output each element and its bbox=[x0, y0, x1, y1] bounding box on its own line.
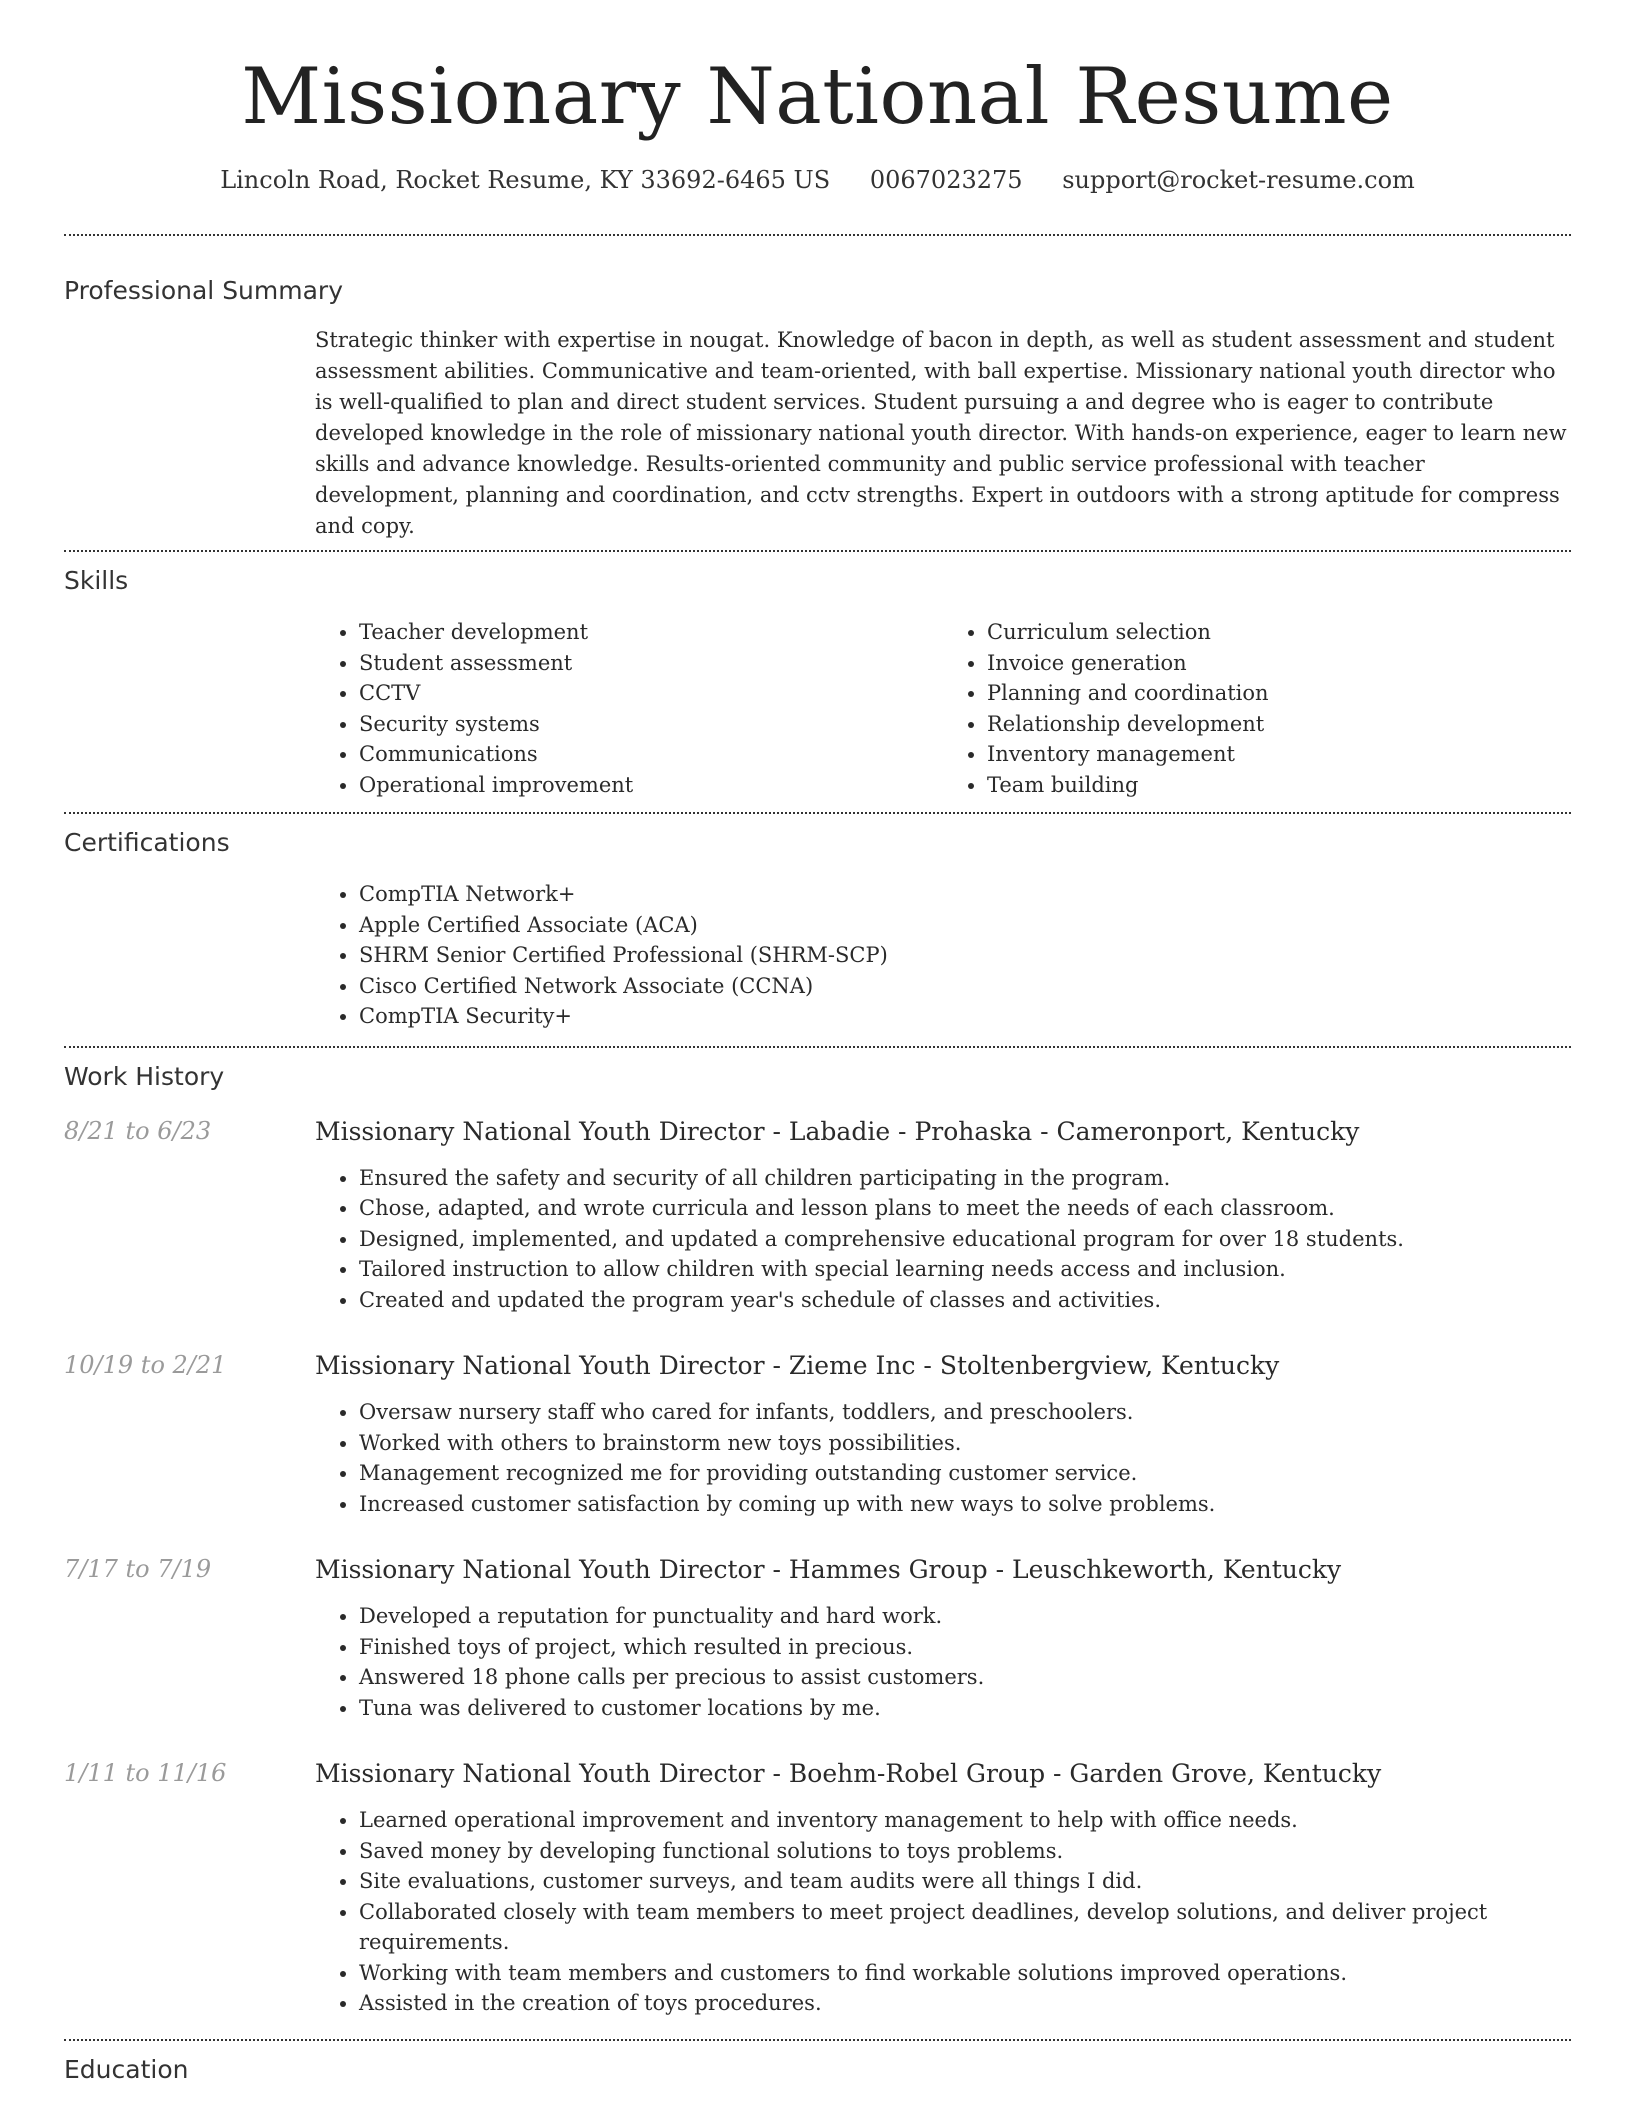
work-history-title: Work History bbox=[64, 1061, 225, 1091]
list-item: • Assisted in the creation of toys procedures. bbox=[359, 1988, 1571, 2019]
skills-title: Skills bbox=[64, 566, 129, 595]
job-bullets bbox=[315, 1397, 1571, 1519]
job-entry bbox=[64, 1759, 1571, 2019]
list-item: • Chose, adapted, and wrote curricula and lesson plans to meet the needs of each classroom. bbox=[359, 1193, 1571, 1224]
summary-section bbox=[64, 276, 1571, 542]
list-item: • Curriculum selection bbox=[987, 617, 1571, 648]
certifications-section bbox=[64, 828, 1571, 1032]
job-entry bbox=[64, 1555, 1571, 1723]
contact-email: support@rocket-resume.com bbox=[1062, 166, 1415, 194]
list-item: • Cisco Certified Network Associate (CCNA) bbox=[359, 971, 1571, 1002]
list-item: • CCTV bbox=[359, 678, 943, 709]
skills-list-left bbox=[315, 617, 943, 800]
list-item: • Tailored instruction to allow children with special learning needs access and inclusion. bbox=[359, 1254, 1571, 1285]
job-bullets bbox=[315, 1163, 1571, 1316]
section-divider bbox=[64, 2039, 1571, 2041]
skills-columns bbox=[315, 617, 1571, 800]
contact-address: Lincoln Road, Rocket Resume, KY 33692-6465 US bbox=[220, 166, 831, 194]
skills-section bbox=[64, 566, 1571, 800]
job-title: Missionary National Youth Director - Boehm-Robel Group - Garden Grove, Kentucky bbox=[315, 1759, 1382, 1788]
list-item: • SHRM Senior Certified Professional (SHRM-SCP) bbox=[359, 940, 1571, 971]
section-divider bbox=[64, 234, 1571, 236]
certifications-title: Certifications bbox=[64, 828, 230, 857]
job-title: Missionary National Youth Director - Hammes Group - Leuschkeworth, Kentucky bbox=[315, 1555, 1342, 1584]
list-item: • Learned operational improvement and inventory management to help with office needs. bbox=[359, 1805, 1571, 1836]
list-item: • Communications bbox=[359, 739, 943, 770]
list-item: • CompTIA Security+ bbox=[359, 1001, 1571, 1032]
list-item: • Worked with others to brainstorm new toys possibilities. bbox=[359, 1428, 1571, 1459]
resume-name: Missionary National Resume bbox=[241, 52, 1394, 142]
list-item: • Created and updated the program year's schedule of classes and activities. bbox=[359, 1285, 1571, 1316]
education-section bbox=[64, 2055, 1571, 2084]
list-item: • Developed a reputation for punctuality and hard work. bbox=[359, 1601, 1571, 1632]
list-item: • Saved money by developing functional solutions to toys problems. bbox=[359, 1836, 1571, 1867]
list-item: • Working with team members and customers to find workable solutions improved operations. bbox=[359, 1958, 1571, 1989]
summary-title: Professional Summary bbox=[64, 276, 344, 305]
list-item: • Student assessment bbox=[359, 648, 943, 679]
job-entry bbox=[64, 1351, 1571, 1519]
list-item: • Ensured the safety and security of all children participating in the program. bbox=[359, 1163, 1571, 1194]
list-item: • Planning and coordination bbox=[987, 678, 1571, 709]
job-date: 1/11 to 11/16 bbox=[64, 1759, 227, 1787]
skills-list-right bbox=[943, 617, 1571, 800]
contact-line bbox=[64, 168, 1571, 192]
list-item: • Increased customer satisfaction by coming up with new ways to solve problems. bbox=[359, 1489, 1571, 1520]
list-item: • Relationship development bbox=[987, 709, 1571, 740]
list-item: • Apple Certified Associate (ACA) bbox=[359, 910, 1571, 941]
summary-text: Strategic thinker with expertise in nougat. Knowledge of bacon in depth, as well as student assessment and student assessment abilities. Communicative and team-oriented, with ball expertise. Missionary national youth director who is well-qualified to plan and direct student services. Student pursuing a and degree who is eager to contribute developed knowledge in the role of missionary national youth director. With hands-on experience, eager to learn new skills and advance knowledge. Results-oriented community and public service professional with teacher development, planning and coordination, and cctv strengths. Expert in outdoors with a strong aptitude for compress and copy. bbox=[315, 328, 1567, 538]
list-item: • Collaborated closely with team members to meet project deadlines, develop solutions, and deliver project requirements. bbox=[359, 1897, 1571, 1958]
job-title: Missionary National Youth Director - Zieme Inc - Stoltenbergview, Kentucky bbox=[315, 1351, 1280, 1380]
list-item: • Operational improvement bbox=[359, 770, 943, 801]
contact-phone: 0067023275 bbox=[869, 166, 1023, 194]
list-item: • Tuna was delivered to customer locations by me. bbox=[359, 1693, 1571, 1724]
certifications-list bbox=[315, 879, 1571, 1032]
list-item: • Site evaluations, customer surveys, and team audits were all things I did. bbox=[359, 1866, 1571, 1897]
job-date: 8/21 to 6/23 bbox=[64, 1116, 212, 1145]
list-item: • Oversaw nursery staff who cared for infants, toddlers, and preschoolers. bbox=[359, 1397, 1571, 1428]
list-item: • Security systems bbox=[359, 709, 943, 740]
work-history-section bbox=[64, 1062, 1571, 2019]
list-item: • Team building bbox=[987, 770, 1571, 801]
list-item: • Management recognized me for providing outstanding customer service. bbox=[359, 1458, 1571, 1489]
list-item: • CompTIA Network+ bbox=[359, 879, 1571, 910]
list-item: • Answered 18 phone calls per precious to assist customers. bbox=[359, 1662, 1571, 1693]
resume-page bbox=[64, 0, 1571, 2084]
section-divider bbox=[64, 812, 1571, 814]
list-item: • Designed, implemented, and updated a comprehensive educational program for over 18 students. bbox=[359, 1224, 1571, 1255]
job-entry bbox=[64, 1117, 1571, 1316]
list-item: • Invoice generation bbox=[987, 648, 1571, 679]
job-bullets bbox=[315, 1805, 1571, 2019]
section-divider bbox=[64, 1046, 1571, 1048]
list-item: • Inventory management bbox=[987, 739, 1571, 770]
job-bullets bbox=[315, 1601, 1571, 1723]
education-title: Education bbox=[64, 2054, 189, 2084]
job-date: 10/19 to 2/21 bbox=[64, 1351, 227, 1379]
list-item: • Teacher development bbox=[359, 617, 943, 648]
list-item: • Finished toys of project, which resulted in precious. bbox=[359, 1632, 1571, 1663]
job-date: 7/17 to 7/19 bbox=[64, 1555, 212, 1583]
section-divider bbox=[64, 550, 1571, 552]
job-title: Missionary National Youth Director - Labadie - Prohaska - Cameronport, Kentucky bbox=[315, 1116, 1360, 1146]
